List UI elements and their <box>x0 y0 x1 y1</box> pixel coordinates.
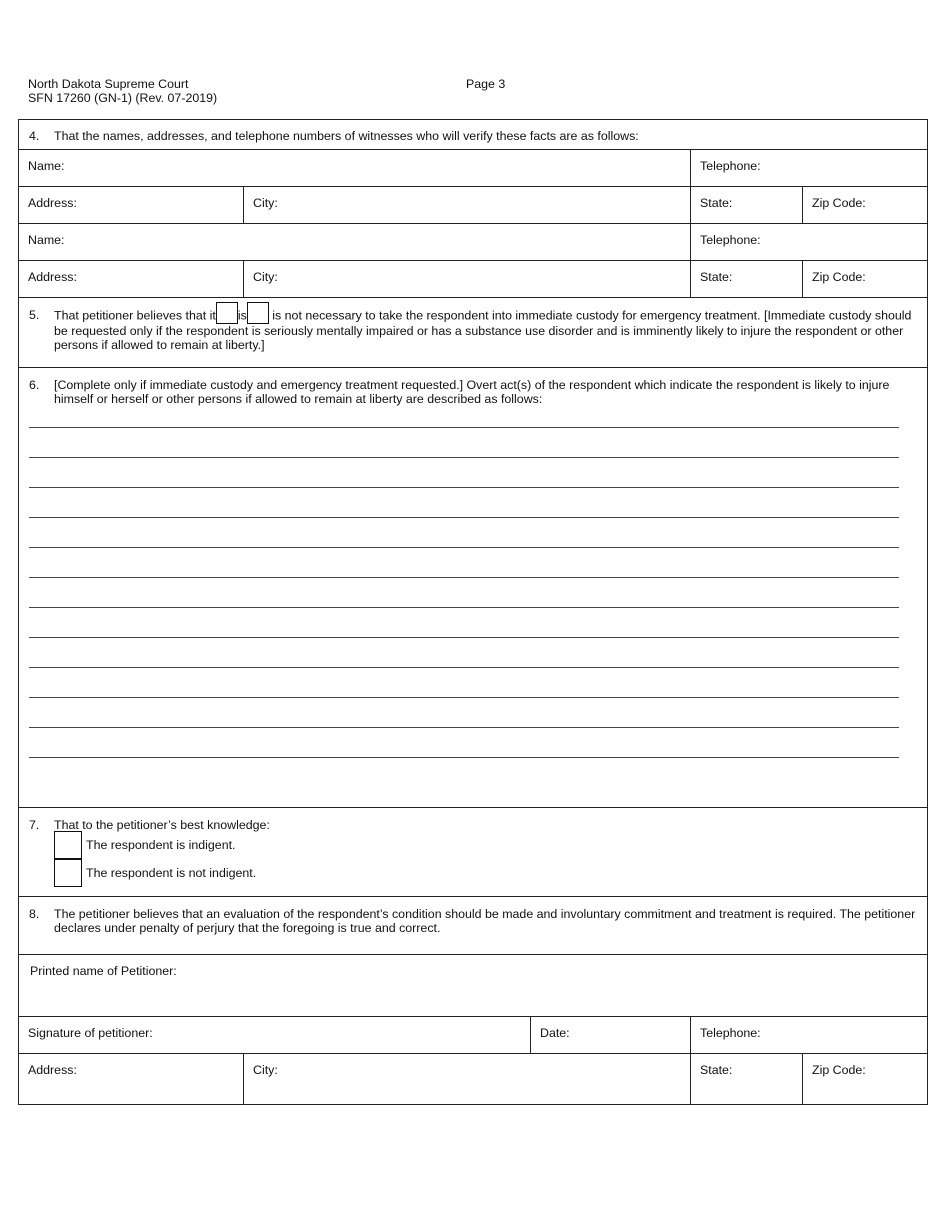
page-number: Page 3 <box>466 77 506 91</box>
answer-line[interactable] <box>29 517 899 518</box>
witness-1-address-field[interactable] <box>19 187 243 223</box>
item-5-text-c: is not necessary to take the respondent into immediate custody for emergency treatment. [Immediate custody should be requested only if the respondent is seriously mentally impaired or has a substance use disorder and is imminently likely to injure the respondent or other persons if allowed to remain at liberty.] <box>54 308 912 352</box>
witness-2-zip-field[interactable] <box>802 261 927 297</box>
address-label: Address: <box>28 270 77 284</box>
petitioner-address-row <box>19 1054 927 1104</box>
item-7-text: That to the petitioner’s best knowledge: <box>54 818 270 832</box>
date-label: Date: <box>540 1026 570 1040</box>
witness-1-telephone-field[interactable] <box>690 150 927 186</box>
answer-line[interactable] <box>29 607 899 608</box>
answer-line[interactable] <box>29 757 899 758</box>
name-label: Name: <box>28 233 65 247</box>
item-5-text-a: That petitioner believes that it <box>54 308 216 323</box>
printed-name-row <box>19 955 927 1017</box>
not-indigent-label: The respondent is not indigent. <box>86 866 257 880</box>
answer-line[interactable] <box>29 727 899 728</box>
zip-label: Zip Code: <box>812 1063 866 1077</box>
state-label: State: <box>700 196 733 210</box>
telephone-label: Telephone: <box>700 233 761 247</box>
witness-1-state-field[interactable] <box>690 187 802 223</box>
date-field[interactable] <box>530 1017 690 1053</box>
petitioner-telephone-field[interactable] <box>690 1017 927 1053</box>
it-is-checkbox[interactable] <box>216 302 238 324</box>
is-not-checkbox[interactable] <box>247 302 269 324</box>
witness-1-name-field[interactable] <box>19 150 690 186</box>
indigent-label: The respondent is indigent. <box>86 838 236 852</box>
telephone-label: Telephone: <box>700 1026 761 1040</box>
answer-line[interactable] <box>29 637 899 638</box>
item-7-number: 7. <box>29 818 40 832</box>
city-label: City: <box>253 1063 278 1077</box>
petitioner-state-field[interactable] <box>690 1054 802 1104</box>
witness-1-zip-field[interactable] <box>802 187 927 223</box>
item-8-text: The petitioner believes that an evaluation of the respondent’s condition should be made and involuntary commitment and treatment is required. The petitioner declares under penalty of perjury that the foregoing is true and correct. <box>54 907 916 935</box>
petitioner-address-field[interactable] <box>19 1054 243 1104</box>
petitioner-zip-field[interactable] <box>802 1054 927 1104</box>
zip-label: Zip Code: <box>812 196 866 210</box>
witness-1-address-row <box>19 187 927 224</box>
printed-name-field[interactable] <box>19 955 927 1016</box>
printed-name-label: Printed name of Petitioner: <box>30 964 177 978</box>
witness-2-address-field[interactable] <box>19 261 243 297</box>
zip-label: Zip Code: <box>812 270 866 284</box>
signature-label: Signature of petitioner: <box>28 1026 153 1040</box>
state-label: State: <box>700 270 733 284</box>
witness-2-address-row <box>19 261 927 298</box>
form-id: SFN 17260 (GN-1) (Rev. 07-2019) <box>28 91 218 105</box>
city-label: City: <box>253 196 278 210</box>
indigent-checkbox[interactable] <box>54 831 82 859</box>
state-label: State: <box>700 1063 733 1077</box>
petition-form <box>18 119 928 1105</box>
witness-2-name-row <box>19 224 927 261</box>
petitioner-city-field[interactable] <box>243 1054 690 1104</box>
city-label: City: <box>253 270 278 284</box>
answer-line[interactable] <box>29 547 899 548</box>
item-4-text: That the names, addresses, and telephone numbers of witnesses who will verify these facts are as follows: <box>54 129 639 143</box>
court-name: North Dakota Supreme Court <box>28 77 189 91</box>
item-5-number: 5. <box>29 308 40 322</box>
answer-line[interactable] <box>29 457 899 458</box>
witness-1-city-field[interactable] <box>243 187 690 223</box>
page-header <box>28 77 217 105</box>
item-6-number: 6. <box>29 378 40 392</box>
item-6-text: [Complete only if immediate custody and emergency treatment requested.] Overt act(s) of the respondent which indicate the respondent is likely to injure himself or herself or other persons if allowed to remain at liberty are described as follows: <box>54 378 890 406</box>
address-label: Address: <box>28 196 77 210</box>
item-5-text-b: is <box>237 308 247 323</box>
telephone-label: Telephone: <box>700 159 761 173</box>
name-label: Name: <box>28 159 65 173</box>
witness-1-name-row <box>19 150 927 187</box>
signature-row <box>19 1017 927 1054</box>
item-8-row <box>19 897 927 955</box>
answer-line[interactable] <box>29 667 899 668</box>
witness-2-state-field[interactable] <box>690 261 802 297</box>
item-5-row <box>19 298 927 368</box>
answer-line[interactable] <box>29 697 899 698</box>
item-8-number: 8. <box>29 907 40 921</box>
item-4-row <box>19 120 927 150</box>
answer-line[interactable] <box>29 487 899 488</box>
witness-2-name-field[interactable] <box>19 224 690 260</box>
answer-line[interactable] <box>29 577 899 578</box>
address-label: Address: <box>28 1063 77 1077</box>
signature-field[interactable] <box>19 1017 530 1053</box>
witness-2-telephone-field[interactable] <box>690 224 927 260</box>
item-6-row <box>19 368 927 808</box>
item-4-number: 4. <box>29 129 40 143</box>
item-7-row <box>19 808 927 897</box>
answer-line[interactable] <box>29 427 899 428</box>
witness-2-city-field[interactable] <box>243 261 690 297</box>
not-indigent-checkbox[interactable] <box>54 859 82 887</box>
